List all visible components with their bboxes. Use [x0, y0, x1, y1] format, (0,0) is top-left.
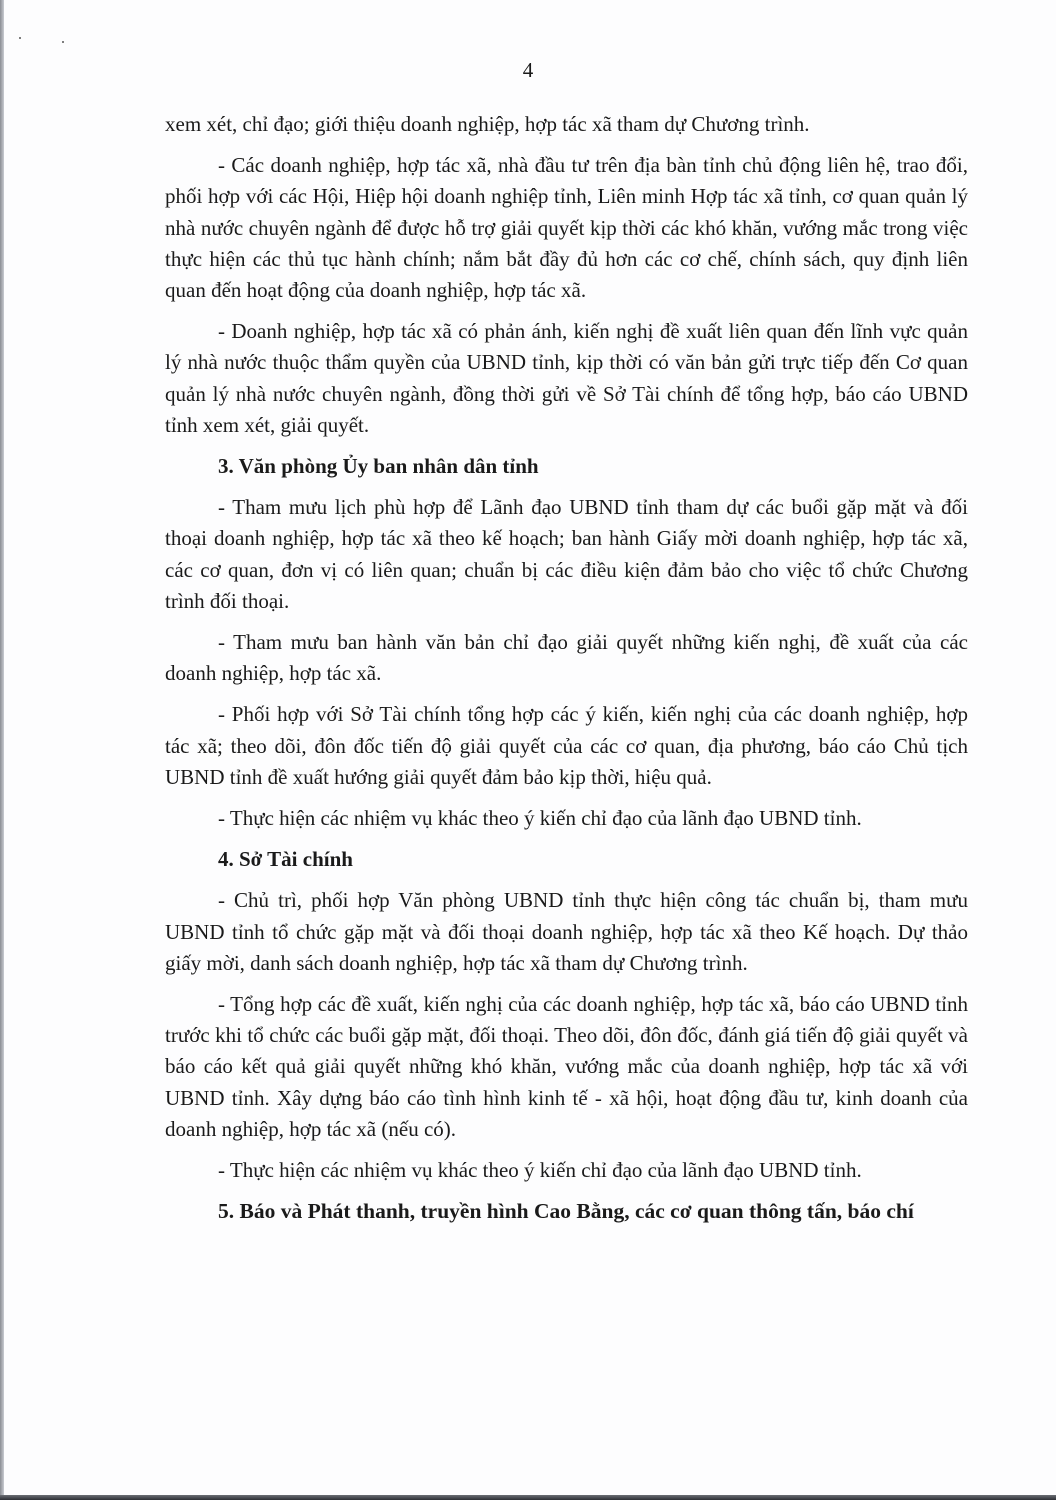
scan-speck	[62, 41, 64, 43]
paragraph-businesses-contact: - Các doanh nghiệp, hợp tác xã, nhà đầu tư trên địa bàn tỉnh chủ động liên hệ, trao đổi, phối hợp với các Hội, Hiệp hội doanh nghiệp tỉnh, Liên minh Hợp tác xã tỉnh, cơ quan quản lý nhà nước chuyên ngành để được hỗ trợ giải quyết kịp thời các khó khăn, vướng mắc trong việc thực hiện các thủ tục hành chính; nắm bắt đầy đủ hơn các cơ chế, chính sách, quy định liên quan đến hoạt động của doanh nghiệp, hợp tác xã.	[165, 153, 968, 303]
paragraph-continuation: xem xét, chỉ đạo; giới thiệu doanh nghiệp, hợp tác xã tham dự Chương trình.	[165, 112, 810, 136]
scan-bottom-edge	[0, 1495, 1056, 1500]
heading-section-3: 3. Văn phòng Ủy ban nhân dân tỉnh	[218, 454, 539, 479]
paragraph-finance-other-tasks: - Thực hiện các nhiệm vụ khác theo ý kiến chỉ đạo của lãnh đạo UBND tỉnh.	[218, 1158, 862, 1183]
scan-speck	[19, 37, 21, 39]
paragraph-office-directives: - Tham mưu ban hành văn bản chỉ đạo giải quyết những kiến nghị, đề xuất của các doanh nghiệp, hợp tác xã.	[165, 630, 968, 686]
paragraph-businesses-feedback: - Doanh nghiệp, hợp tác xã có phản ánh, kiến nghị đề xuất liên quan đến lĩnh vực quản lý nhà nước thuộc thẩm quyền của UBND tỉnh, kịp thời có văn bản gửi trực tiếp đến Cơ quan quản lý nhà nước chuyên ngành, đồng thời gửi về Sở Tài chính để tổng hợp, báo cáo UBND tỉnh xem xét, giải quyết.	[165, 319, 968, 437]
scan-left-edge	[0, 0, 4, 1500]
paragraph-office-coordinate: - Phối hợp với Sở Tài chính tổng hợp các ý kiến, kiến nghị của các doanh nghiệp, hợp tác xã; theo dõi, đôn đốc tiến độ giải quyết của các cơ quan, địa phương, báo cáo Chủ tịch UBND tỉnh đề xuất hướng giải quyết đảm bảo kịp thời, hiệu quả.	[165, 702, 968, 789]
page-number: 4	[522, 58, 534, 82]
heading-section-5: 5. Báo và Phát thanh, truyền hình Cao Bằng, các cơ quan thông tấn, báo chí	[218, 1199, 914, 1224]
paragraph-office-schedule: - Tham mưu lịch phù hợp để Lãnh đạo UBND tỉnh tham dự các buổi gặp mặt và đối thoại doanh nghiệp, hợp tác xã theo kế hoạch; ban hành Giấy mời doanh nghiệp, hợp tác xã, các cơ quan, đơn vị có liên quan; chuẩn bị các điều kiện đảm bảo cho việc tổ chức Chương trình đối thoại.	[165, 495, 968, 613]
paragraph-finance-summary: - Tổng hợp các đề xuất, kiến nghị của các doanh nghiệp, hợp tác xã, báo cáo UBND tỉnh trước khi tổ chức các buổi gặp mặt, đối thoại. Theo dõi, đôn đốc, đánh giá tiến độ giải quyết và báo cáo kết quả giải quyết những khó khăn, vướng mắc của doanh nghiệp, hợp tác xã với UBND tỉnh. Xây dựng báo cáo tình hình kinh tế - xã hội, hoạt động đầu tư, kinh doanh của doanh nghiệp, hợp tác xã (nếu có).	[165, 992, 968, 1141]
document-body	[165, 109, 968, 1238]
paragraph-finance-lead: - Chủ trì, phối hợp Văn phòng UBND tỉnh thực hiện công tác chuẩn bị, tham mưu UBND tỉnh tổ chức gặp mặt và đối thoại doanh nghiệp, hợp tác xã theo Kế hoạch. Dự thảo giấy mời, danh sách doanh nghiệp, hợp tác xã tham dự Chương trình.	[165, 888, 968, 975]
paragraph-office-other-tasks: - Thực hiện các nhiệm vụ khác theo ý kiến chỉ đạo của lãnh đạo UBND tỉnh.	[218, 806, 862, 831]
heading-section-4: 4. Sở Tài chính	[218, 847, 353, 872]
